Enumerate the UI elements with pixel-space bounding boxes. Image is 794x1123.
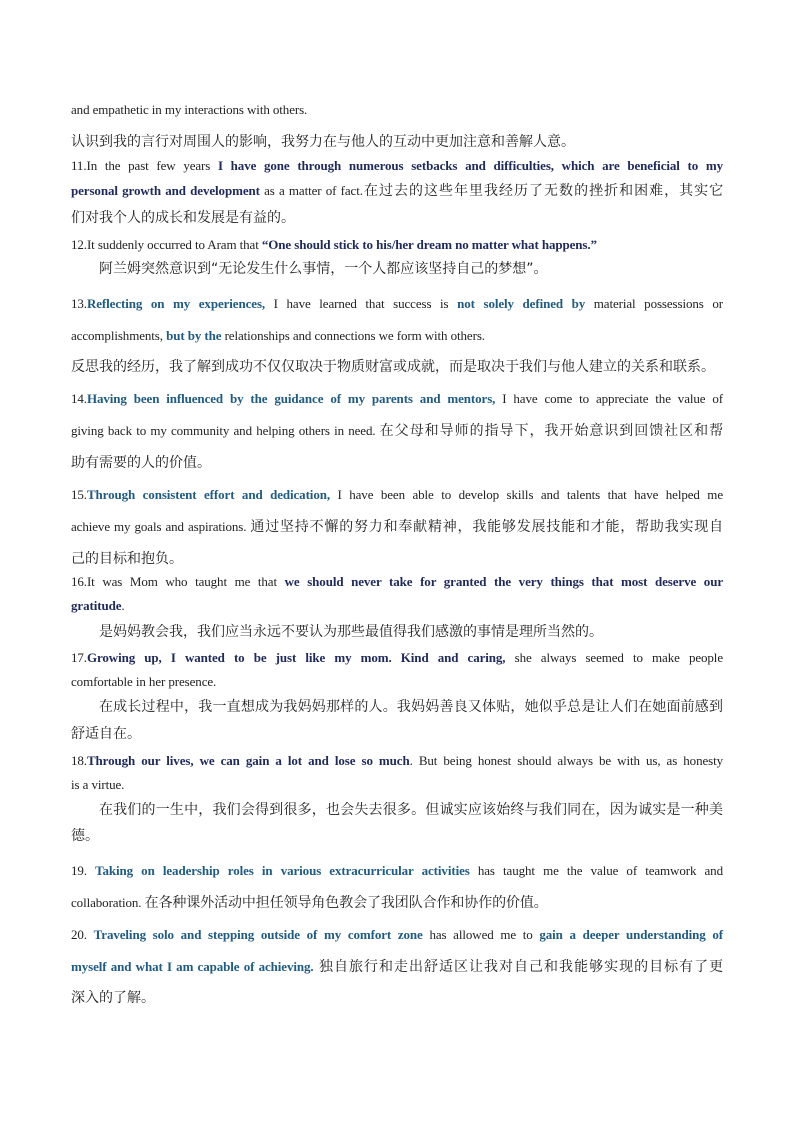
bold-phrase: Through consistent effort and dedication, bbox=[86, 487, 331, 502]
line-text: 反思我的经历，我了解到成功不仅仅取决于物质财富或成就，而是取决于我们与他人建立的关系和联系。 bbox=[71, 359, 715, 375]
line-text: 在我们的一生中，我们会得到很多，也会失去很多。但诚实应该始终与我们同在，因为诚实是一种美 bbox=[99, 802, 723, 818]
line-text: 助有需要的人的价值。 bbox=[71, 455, 211, 471]
translation-line bbox=[71, 724, 723, 744]
line-text: 在成长过程中，我一直想成为我妈妈那样的人。我妈妈善良又体贴，她似乎总是让人们在她面前感到 bbox=[99, 699, 723, 715]
line-text: I have been able to develop skills and talents that have helped me bbox=[330, 487, 723, 502]
line-text: I have learned that success is bbox=[265, 296, 458, 311]
bold-phrase: Through our lives, we can gain a lot and lose so much bbox=[86, 753, 410, 768]
sentence-13 bbox=[71, 294, 723, 314]
translation-line bbox=[71, 357, 723, 377]
line-text: . bbox=[121, 598, 125, 613]
translation-text: 独自旅行和走出舒适区让我对自己和我能够实现的目标有了更 bbox=[313, 959, 723, 975]
line-text: . But being honest should always be with us, as honesty bbox=[409, 753, 724, 768]
translation-text: 在过去的这些年里我经历了无数的挫折和困难，其实它 bbox=[362, 183, 724, 199]
line-text: 19. bbox=[71, 863, 96, 878]
sentence-15 bbox=[71, 485, 723, 505]
line-text: is a virtue. bbox=[71, 777, 125, 792]
translation-line bbox=[71, 622, 723, 642]
line-text: 13. bbox=[71, 296, 87, 311]
translation-line bbox=[71, 132, 723, 152]
bold-phrase: myself and what I am capable of achieving. bbox=[71, 959, 314, 974]
translation-line bbox=[71, 988, 723, 1008]
line-text: 德。 bbox=[71, 828, 99, 844]
line-text: comfortable in her presence. bbox=[71, 674, 217, 689]
bold-phrase: but by the bbox=[166, 328, 222, 343]
sentence-11 bbox=[71, 156, 723, 176]
sentence-12 bbox=[71, 235, 723, 255]
line-text: 阿兰姆突然意识到“无论发生什么事情，一个人都应该坚持自己的梦想”。 bbox=[99, 261, 548, 277]
line-text: 深入的了解。 bbox=[71, 990, 155, 1006]
line-text: 己的目标和抱负。 bbox=[71, 551, 183, 567]
line-text: relationships and connections we form with others. bbox=[221, 328, 485, 343]
line-text: 是妈妈教会我，我们应当永远不要认为那些最值得我们感激的事情是理所当然的。 bbox=[99, 624, 603, 640]
line-text: material possessions or bbox=[585, 296, 723, 311]
line-text: 认识到我的言行对周围人的影响，我努力在与他人的互动中更加注意和善解人意。 bbox=[71, 134, 575, 150]
line-text: 20. bbox=[71, 927, 94, 942]
line-text: as a matter of fact. bbox=[259, 183, 363, 198]
line-text: she always seemed to make people bbox=[505, 650, 723, 665]
bold-phrase: “One should stick to his/her dream no matter what happens.” bbox=[261, 237, 597, 252]
bold-phrase: Reflecting on my experiences, bbox=[86, 296, 266, 311]
line-text: accomplishments, bbox=[71, 328, 167, 343]
sentence-16-cont bbox=[71, 596, 723, 616]
bold-phrase: Traveling solo and stepping outside of my comfort zone bbox=[93, 927, 423, 942]
line-text: 15. bbox=[71, 487, 87, 502]
bold-phrase: Taking on leadership roles in various extracurricular activities bbox=[95, 863, 470, 878]
sentence-11-cont bbox=[71, 181, 723, 201]
line-text: 们对我个人的成长和发展是有益的。 bbox=[71, 210, 295, 226]
line-text: 舒适自在。 bbox=[71, 726, 141, 742]
line-text: 17. bbox=[71, 650, 87, 665]
line-text: achieve my goals and aspirations. bbox=[71, 519, 251, 534]
sentence-19 bbox=[71, 861, 723, 881]
sentence-20-cont bbox=[71, 957, 723, 977]
bold-phrase: gratitude bbox=[71, 598, 122, 613]
bold-phrase: not solely defined by bbox=[457, 296, 586, 311]
translation-text: 在各种课外活动中担任领导角色教会了我团队合作和协作的价值。 bbox=[144, 895, 548, 911]
line-text: 11.In the past few years bbox=[71, 158, 218, 173]
sentence-17-cont bbox=[71, 672, 723, 692]
sentence-14-cont bbox=[71, 421, 723, 441]
line-text: has allowed me to bbox=[422, 927, 540, 942]
line-text: I have come to appreciate the value of bbox=[495, 391, 724, 406]
bold-phrase: gain a deeper understanding of bbox=[539, 927, 723, 942]
translation-line bbox=[71, 208, 723, 228]
translation-line bbox=[71, 259, 723, 279]
line-text: and empathetic in my interactions with others. bbox=[71, 102, 308, 117]
sentence-15-cont bbox=[71, 517, 723, 537]
line-text: giving back to my community and helping others in need. bbox=[71, 423, 380, 438]
translation-line bbox=[71, 549, 723, 569]
bold-phrase: I have gone through numerous setbacks and difficulties, which are beneficial to my bbox=[217, 158, 723, 173]
line-text: 12.It suddenly occurred to Aram that bbox=[71, 237, 262, 252]
sentence-18-cont bbox=[71, 775, 723, 795]
sentence-17 bbox=[71, 648, 723, 668]
line-text: 14. bbox=[71, 391, 87, 406]
line-text: has taught me the value of teamwork and bbox=[469, 863, 723, 878]
bold-phrase: Having been influenced by the guidance of my parents and mentors, bbox=[86, 391, 496, 406]
sentence-18 bbox=[71, 751, 723, 771]
text-line bbox=[71, 100, 723, 120]
sentence-20 bbox=[71, 925, 723, 945]
bold-phrase: we should never take for granted the very things that most deserve our bbox=[284, 574, 723, 589]
bold-phrase: personal growth and development bbox=[71, 183, 260, 198]
translation-text: 在父母和导师的指导下，我开始意识到回馈社区和帮 bbox=[379, 423, 723, 439]
translation-line bbox=[71, 800, 723, 820]
translation-line bbox=[71, 453, 723, 473]
line-text: collaboration. bbox=[71, 895, 145, 910]
translation-text: 通过坚持不懈的努力和奉献精神，我能够发展技能和才能，帮助我实现自 bbox=[250, 519, 723, 535]
bold-phrase: Growing up, I wanted to be just like my mom. Kind and caring, bbox=[86, 650, 506, 665]
translation-line bbox=[71, 826, 723, 846]
sentence-19-cont bbox=[71, 893, 723, 913]
line-text: 16.It was Mom who taught me that bbox=[71, 574, 285, 589]
sentence-13-cont bbox=[71, 326, 723, 346]
translation-line bbox=[71, 697, 723, 717]
sentence-16 bbox=[71, 572, 723, 592]
sentence-14 bbox=[71, 389, 723, 409]
line-text: 18. bbox=[71, 753, 87, 768]
